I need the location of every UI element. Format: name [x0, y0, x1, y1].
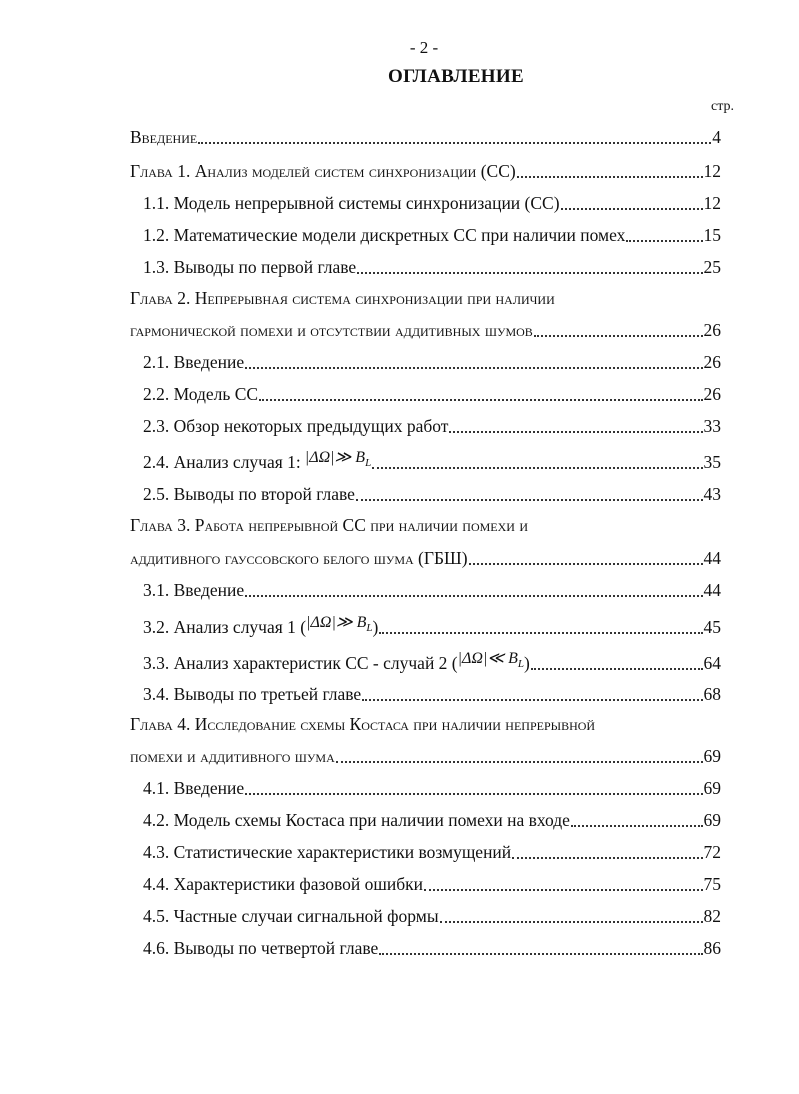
- toc-entry-page: 26: [703, 384, 721, 404]
- toc-entry-page: 26: [703, 352, 721, 372]
- toc-entry-label: Глава 2. Непрерывная система синхронизации при наличии: [130, 288, 555, 308]
- toc-entry-label: 3.1. Введение: [143, 580, 245, 600]
- dot-leader: [372, 467, 702, 469]
- toc-entry-4-5[interactable]: [143, 903, 721, 929]
- toc-entry-2-1[interactable]: [143, 349, 721, 375]
- toc-entry-page: 69: [703, 778, 721, 798]
- toc-entry-2-4[interactable]: [143, 449, 721, 475]
- toc-entry-page: 69: [703, 746, 721, 766]
- dot-leader: [449, 431, 702, 433]
- toc-entry-3-1[interactable]: [143, 577, 721, 603]
- toc-entry-label: 4.3. Статистические характеристики возмущений: [143, 842, 512, 862]
- toc-entry-label: 3.3. Анализ характеристик СС - случай 2 (: [143, 653, 458, 673]
- toc-entry-page: 69: [703, 810, 721, 830]
- dot-leader: [440, 921, 703, 923]
- dot-leader: [517, 176, 703, 178]
- toc-entry-chapter-1[interactable]: [130, 158, 721, 184]
- dot-leader: [534, 335, 703, 337]
- toc-entry-page: 44: [703, 580, 721, 600]
- dot-leader: [531, 668, 703, 670]
- toc-entry-label: 1.3. Выводы по первой главе: [143, 257, 357, 277]
- toc-entry-chapter-2-line-1[interactable]: [130, 285, 555, 311]
- dot-leader: [469, 563, 703, 565]
- toc-entry-page: 15: [703, 225, 721, 245]
- toc-entry-label: 2.1. Введение: [143, 352, 245, 372]
- toc-entry-label: 2.3. Обзор некоторых предыдущих работ: [143, 416, 449, 436]
- toc-entry-page: 72: [703, 842, 721, 862]
- toc-entry-3-2[interactable]: 3.2. Анализ случая 1 ( |ΔΩ|≫ $B_L$ ) 45: [143, 614, 721, 640]
- toc-entry-label: 2.5. Выводы по второй главе: [143, 484, 355, 504]
- toc-entry-page: 44: [703, 548, 721, 568]
- dot-leader: [626, 240, 702, 242]
- toc-entry-page: 25: [703, 257, 721, 277]
- dot-leader: [245, 595, 702, 597]
- toc-entry-2-5[interactable]: [143, 481, 721, 507]
- toc-entry-label: 4.1. Введение: [143, 778, 245, 798]
- page-column-label: стр.: [710, 99, 734, 114]
- dot-leader: [259, 399, 702, 401]
- toc-entry-label: Глава 3. Работа непрерывной СС при наличии помехи и: [130, 515, 528, 535]
- page-title: ОГЛАВЛЕНИЕ: [388, 66, 524, 87]
- toc-entry-page: 35: [703, 452, 721, 472]
- dot-leader: [245, 793, 702, 795]
- page-number: - 2 -: [409, 38, 439, 57]
- dot-leader: [245, 367, 702, 369]
- dot-leader: [561, 208, 703, 210]
- toc-entry-label: 2.4. Анализ случая 1:: [143, 452, 301, 472]
- toc-entry-page: 86: [703, 938, 721, 958]
- toc-entry-page: 68: [703, 684, 721, 704]
- toc-entry-label: 4.2. Модель схемы Костаса при наличии помехи на входе: [143, 810, 570, 830]
- toc-entry-page: 82: [703, 906, 721, 926]
- toc-entry-1-1[interactable]: [143, 190, 721, 216]
- toc-entry-page: 45: [703, 617, 721, 637]
- toc-entry-chapter-2-line-2[interactable]: [130, 317, 721, 343]
- toc-entry-formula: |ΔΩ|≫ $B_L$: [304, 449, 372, 470]
- toc-entry-label: 1.2. Математические модели дискретных СС при наличии помех: [143, 225, 626, 245]
- toc-entry-page: 75: [703, 874, 721, 894]
- toc-entry-page: 33: [703, 416, 721, 436]
- toc-entry-3-3[interactable]: 3.3. Анализ характеристик СС - случай 2 ( |ΔΩ|≪ $B_L$ ) 64: [143, 650, 721, 676]
- toc-entry-label: помехи и аддитивного шума: [130, 746, 335, 766]
- toc-entry-1-3[interactable]: [143, 254, 721, 280]
- toc-entry-4-3[interactable]: [143, 839, 721, 865]
- toc-entry-4-6[interactable]: [143, 935, 721, 961]
- toc-entry-label: Глава 1. Анализ моделей систем синхронизации (СС): [130, 161, 516, 181]
- toc-entry-label: Введение: [130, 127, 198, 147]
- toc-entry-label: 4.5. Частные случаи сигнальной формы: [143, 906, 439, 926]
- toc-entry-2-3[interactable]: [143, 413, 721, 439]
- toc-entry-label: 4.6. Выводы по четвертой главе: [143, 938, 379, 958]
- dot-leader: [512, 857, 702, 859]
- toc-entry-2-2[interactable]: [143, 381, 721, 407]
- toc-entry-4-4[interactable]: [143, 871, 721, 897]
- toc-entry-label: 3.4. Выводы по третьей главе: [143, 684, 362, 704]
- toc-entry-chapter-3-line-1[interactable]: [130, 512, 528, 538]
- dot-leader: [379, 632, 702, 634]
- toc-entry-page: 12: [703, 161, 721, 181]
- dot-leader: [571, 825, 703, 827]
- toc-entry-chapter-3-line-2[interactable]: [130, 545, 721, 571]
- toc-entry-page: 12: [703, 193, 721, 213]
- toc-entry-page: 26: [703, 320, 721, 340]
- toc-entry-3-4[interactable]: [143, 681, 721, 707]
- toc-entry-intro[interactable]: [130, 124, 721, 150]
- toc-entry-page: 43: [703, 484, 721, 504]
- toc-entry-label: аддитивного гауссовского белого шума (ГБШ): [130, 548, 468, 568]
- toc-entry-label: 2.2. Модель СС: [143, 384, 259, 404]
- toc-entry-formula: |ΔΩ|≫ $B_L$: [306, 614, 373, 635]
- toc-entry-label: 3.2. Анализ случая 1 (: [143, 617, 307, 637]
- dot-leader: [336, 761, 703, 763]
- toc-entry-label: 4.4. Характеристики фазовой ошибки: [143, 874, 424, 894]
- toc-entry-chapter-4-line-2[interactable]: [130, 743, 721, 769]
- toc-entry-page: 64: [703, 653, 721, 673]
- toc-entry-4-1[interactable]: [143, 775, 721, 801]
- toc-entry-1-2[interactable]: [143, 222, 721, 248]
- toc-entry-label: Глава 4. Исследование схемы Костаса при наличии непрерывной: [130, 714, 596, 734]
- dot-leader: [198, 142, 711, 144]
- toc-entry-page: 4: [712, 127, 721, 147]
- dot-leader: [379, 953, 702, 955]
- toc-entry-label: гармонической помехи и отсутствии аддитивных шумов: [130, 320, 533, 340]
- toc-entry-4-2[interactable]: [143, 807, 721, 833]
- dot-leader: [357, 272, 702, 274]
- toc-entry-label: 1.1. Модель непрерывной системы синхронизации (СС): [143, 193, 560, 213]
- toc-entry-formula: |ΔΩ|≪ $B_L$: [457, 650, 525, 671]
- toc-entry-chapter-4-line-1[interactable]: [130, 711, 595, 737]
- dot-leader: [424, 889, 702, 891]
- dot-leader: [356, 499, 703, 501]
- dot-leader: [362, 699, 702, 701]
